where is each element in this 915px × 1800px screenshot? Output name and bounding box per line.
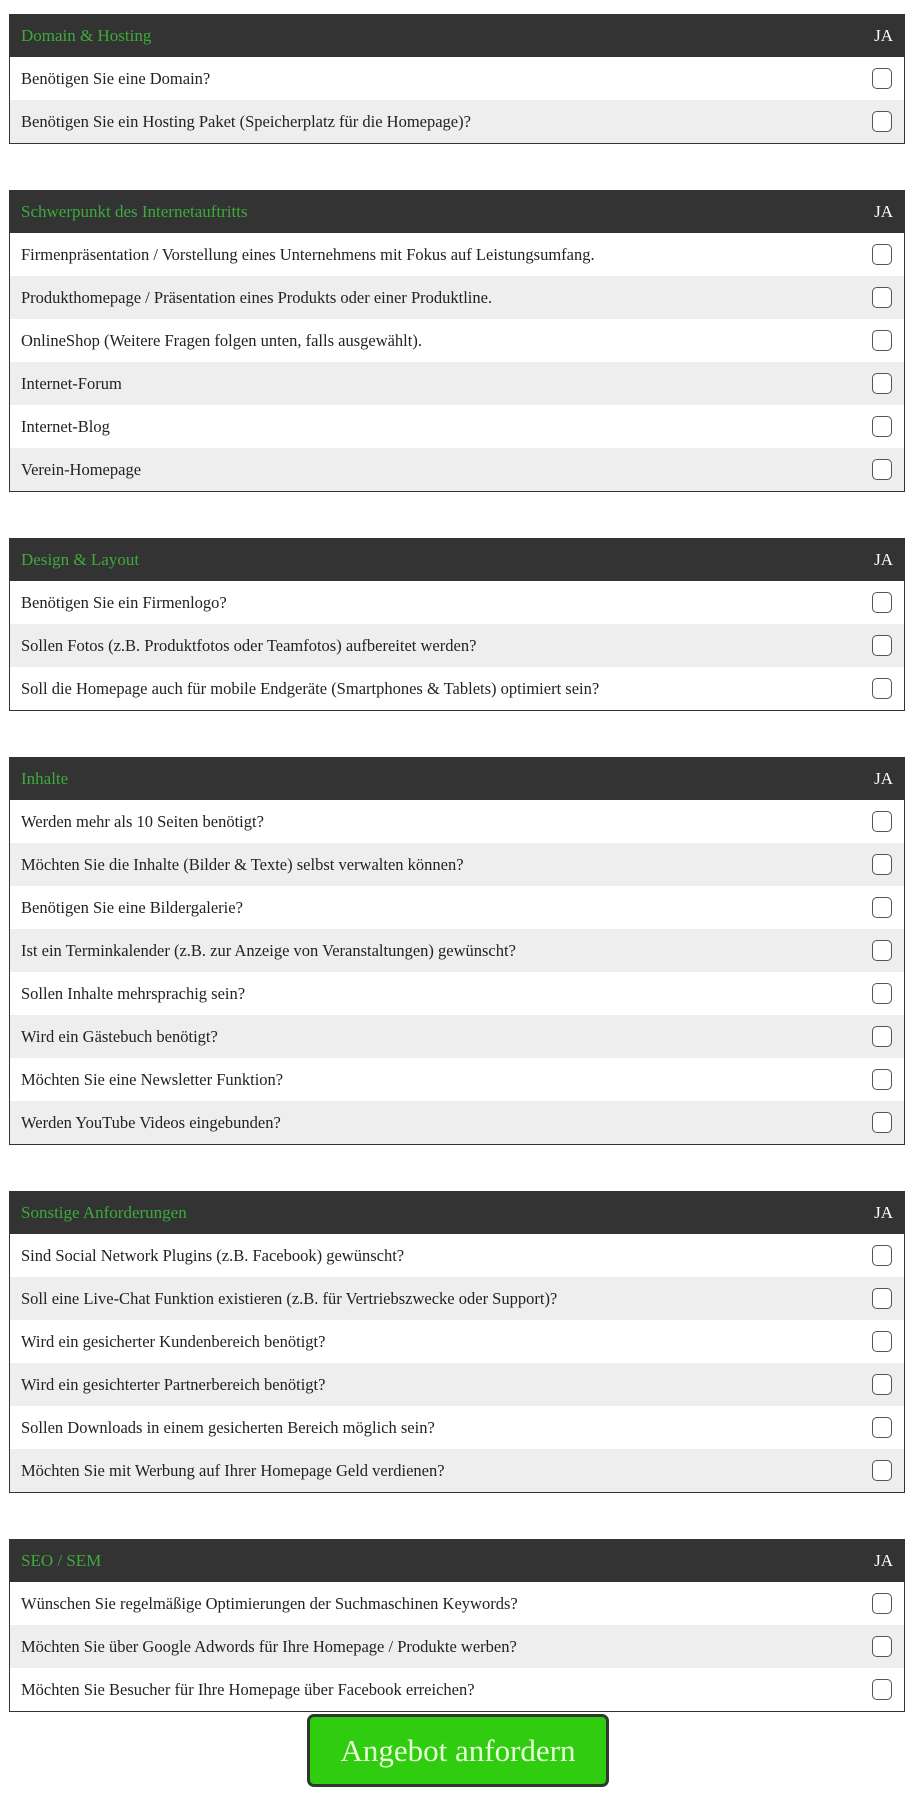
question-label: Wird ein gesicherter Kundenbereich benötigt? xyxy=(21,1331,326,1351)
section-table xyxy=(9,1539,905,1712)
question-row xyxy=(10,1406,904,1449)
section-header xyxy=(10,15,904,57)
section-table xyxy=(9,14,905,144)
question-label: Firmenpräsentation / Vorstellung eines Unternehmens mit Fokus auf Leistungsumfang. xyxy=(21,244,595,264)
yes-checkbox[interactable] xyxy=(872,1593,892,1614)
question-label: Wünschen Sie regelmäßige Optimierungen der Suchmaschinen Keywords? xyxy=(21,1593,518,1613)
question-row xyxy=(10,1582,904,1625)
yes-checkbox[interactable] xyxy=(872,854,892,875)
yes-checkbox[interactable] xyxy=(872,1069,892,1090)
question-label: Benötigen Sie eine Domain? xyxy=(21,68,211,88)
yes-checkbox[interactable] xyxy=(872,373,892,394)
question-label: Möchten Sie mit Werbung auf Ihrer Homepage Geld verdienen? xyxy=(21,1460,445,1480)
yes-checkbox[interactable] xyxy=(872,330,892,351)
yes-checkbox[interactable] xyxy=(872,940,892,961)
question-label: Sollen Downloads in einem gesicherten Bereich möglich sein? xyxy=(21,1417,435,1437)
question-label: Internet-Blog xyxy=(21,416,110,436)
question-label: Produkthomepage / Präsentation eines Produkts oder einer Produktline. xyxy=(21,287,493,307)
question-label: Wird ein gesichterter Partnerbereich benötigt? xyxy=(21,1374,326,1394)
question-label: Ist ein Terminkalender (z.B. zur Anzeige von Veranstaltungen) gewünscht? xyxy=(21,940,516,960)
yes-checkbox[interactable] xyxy=(872,1288,892,1309)
yes-checkbox[interactable] xyxy=(872,1331,892,1352)
yes-checkbox[interactable] xyxy=(872,897,892,918)
question-row xyxy=(10,1320,904,1363)
question-label: Benötigen Sie eine Bildergalerie? xyxy=(21,897,243,917)
section-header xyxy=(10,1192,904,1234)
question-row xyxy=(10,448,904,491)
yes-checkbox[interactable] xyxy=(872,244,892,265)
column-label-ja: JA xyxy=(874,1551,893,1570)
question-row xyxy=(10,276,904,319)
yes-checkbox[interactable] xyxy=(872,1417,892,1438)
question-row xyxy=(10,667,904,710)
question-row xyxy=(10,1449,904,1492)
question-label: Sollen Inhalte mehrsprachig sein? xyxy=(21,983,246,1003)
section-header xyxy=(10,191,904,233)
section-title: Inhalte xyxy=(21,769,69,788)
yes-checkbox[interactable] xyxy=(872,635,892,656)
section-header xyxy=(10,1540,904,1582)
question-label: Möchten Sie die Inhalte (Bilder & Texte) selbst verwalten können? xyxy=(21,854,464,874)
question-label: Werden YouTube Videos eingebunden? xyxy=(21,1112,281,1132)
question-row xyxy=(10,624,904,667)
question-row xyxy=(10,233,904,276)
section-table xyxy=(9,190,905,492)
yes-checkbox[interactable] xyxy=(872,592,892,613)
yes-checkbox[interactable] xyxy=(872,1636,892,1657)
yes-checkbox[interactable] xyxy=(872,1460,892,1481)
question-row xyxy=(10,929,904,972)
section-title: Schwerpunkt des Internetauftritts xyxy=(21,202,248,221)
question-label: Wird ein Gästebuch benötigt? xyxy=(21,1026,218,1046)
question-row xyxy=(10,1668,904,1711)
section-table xyxy=(9,538,905,711)
question-row xyxy=(10,362,904,405)
question-row xyxy=(10,319,904,362)
yes-checkbox[interactable] xyxy=(872,678,892,699)
section-table xyxy=(9,1191,905,1493)
yes-checkbox[interactable] xyxy=(872,1112,892,1133)
yes-checkbox[interactable] xyxy=(872,68,892,89)
yes-checkbox[interactable] xyxy=(872,459,892,480)
question-label: Möchten Sie Besucher für Ihre Homepage über Facebook erreichen? xyxy=(21,1679,475,1699)
section-title: SEO / SEM xyxy=(21,1551,102,1570)
column-label-ja: JA xyxy=(874,202,893,221)
yes-checkbox[interactable] xyxy=(872,1679,892,1700)
question-label: Benötigen Sie ein Hosting Paket (Speicherplatz für die Homepage)? xyxy=(21,111,471,131)
question-row xyxy=(10,100,904,143)
column-label-ja: JA xyxy=(874,26,893,45)
question-row xyxy=(10,405,904,448)
column-label-ja: JA xyxy=(874,1203,893,1222)
question-label: Sollen Fotos (z.B. Produktfotos oder Teamfotos) aufbereitet werden? xyxy=(21,635,477,655)
question-label: Möchten Sie eine Newsletter Funktion? xyxy=(21,1069,284,1089)
questionnaire xyxy=(9,14,905,1758)
section-title: Design & Layout xyxy=(21,550,140,569)
question-row xyxy=(10,1277,904,1320)
yes-checkbox[interactable] xyxy=(872,416,892,437)
question-row xyxy=(10,843,904,886)
question-row xyxy=(10,1625,904,1668)
yes-checkbox[interactable] xyxy=(872,1026,892,1047)
question-label: Sind Social Network Plugins (z.B. Facebook) gewünscht? xyxy=(21,1245,405,1265)
question-row xyxy=(10,57,904,100)
yes-checkbox[interactable] xyxy=(872,1245,892,1266)
question-row xyxy=(10,1101,904,1144)
question-label: Benötigen Sie ein Firmenlogo? xyxy=(21,592,227,612)
question-row xyxy=(10,1015,904,1058)
question-label: Werden mehr als 10 Seiten benötigt? xyxy=(21,811,264,831)
yes-checkbox[interactable] xyxy=(872,1374,892,1395)
question-label: Möchten Sie über Google Adwords für Ihre Homepage / Produkte werben? xyxy=(21,1636,517,1656)
question-label: OnlineShop (Weitere Fragen folgen unten, falls ausgewählt). xyxy=(21,330,422,350)
section-title: Sonstige Anforderungen xyxy=(21,1203,187,1222)
yes-checkbox[interactable] xyxy=(872,811,892,832)
question-label: Soll eine Live-Chat Funktion existieren (z.B. für Vertriebszwecke oder Support)? xyxy=(21,1288,558,1308)
yes-checkbox[interactable] xyxy=(872,983,892,1004)
question-row xyxy=(10,800,904,843)
request-quote-button[interactable]: Angebot anfordern xyxy=(307,1714,609,1787)
section-table xyxy=(9,757,905,1145)
question-row xyxy=(10,1058,904,1101)
question-row xyxy=(10,581,904,624)
section-header xyxy=(10,539,904,581)
question-row xyxy=(10,886,904,929)
question-label: Verein-Homepage xyxy=(21,459,142,479)
column-label-ja: JA xyxy=(874,550,893,569)
question-row xyxy=(10,1363,904,1406)
section-title: Domain & Hosting xyxy=(21,26,152,45)
question-row xyxy=(10,972,904,1015)
question-label: Soll die Homepage auch für mobile Endgeräte (Smartphones & Tablets) optimiert sein? xyxy=(21,678,600,698)
question-row xyxy=(10,1234,904,1277)
yes-checkbox[interactable] xyxy=(872,287,892,308)
yes-checkbox[interactable] xyxy=(872,111,892,132)
column-label-ja: JA xyxy=(874,769,893,788)
question-label: Internet-Forum xyxy=(21,373,122,393)
section-header xyxy=(10,758,904,800)
